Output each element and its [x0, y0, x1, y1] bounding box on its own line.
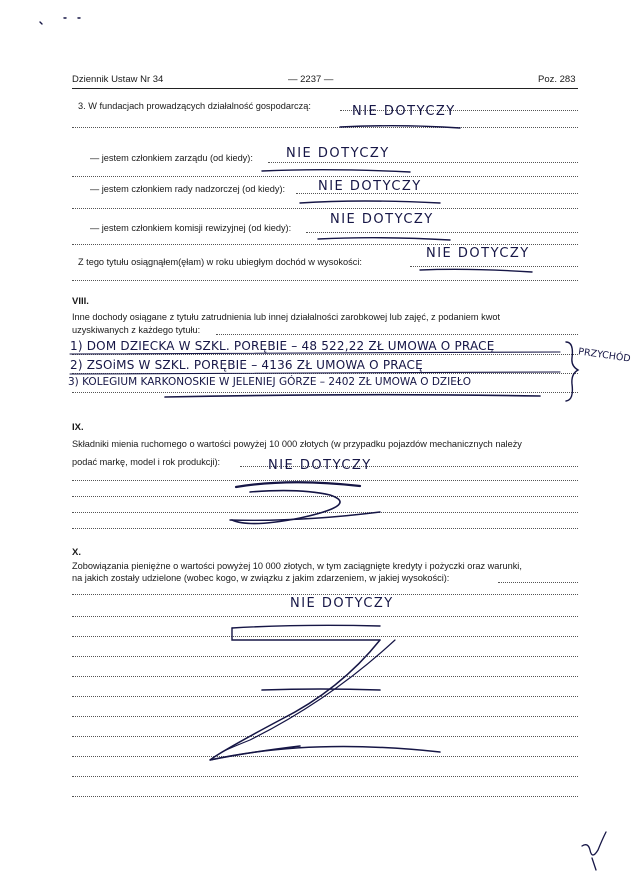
- cross-out-stroke: [236, 482, 360, 487]
- dotted-line: [72, 480, 578, 481]
- dotted-line: [72, 796, 578, 797]
- handwritten-answer: NIE DOTYCZY: [330, 212, 434, 227]
- header-rule: [72, 88, 578, 89]
- income-entry: 2) ZSOiMS W SZKL. PORĘBIE – 4136 ZŁ UMOWA O PRACĘ: [70, 358, 423, 372]
- dotted-line: [72, 636, 578, 637]
- income-label: Z tego tytułu osiągnąłem(ęłam) w roku ubiegłym dochód w wysokości:: [78, 257, 362, 267]
- dotted-line: [72, 127, 578, 128]
- section-text: Zobowiązania pieniężne o wartości powyżej 10 000 złotych, w tym zaciągnięte kredyty i pożyczki oraz warunki,: [72, 561, 522, 571]
- dotted-line: [72, 512, 578, 513]
- handwritten-answer: NIE DOTYCZY: [352, 104, 456, 119]
- entry-underline: [165, 395, 540, 397]
- position-number: Poz. 283: [538, 74, 576, 85]
- dotted-line: [72, 244, 578, 245]
- dotted-line: [72, 373, 578, 374]
- dotted-line: [268, 162, 578, 163]
- dotted-line: [72, 656, 578, 657]
- dotted-line: [72, 528, 578, 529]
- section-text: na jakich zostały udzielone (wobec kogo, w związku z jakim zdarzeniem, w jakiej wysokości):: [72, 573, 450, 583]
- dotted-line: [72, 736, 578, 737]
- cross-out-stroke: [262, 689, 380, 690]
- answer-underline: [300, 201, 440, 203]
- cross-out-stroke: [230, 512, 380, 520]
- handwritten-answer: NIE DOTYCZY: [286, 146, 390, 161]
- dotted-line: [72, 594, 578, 595]
- handwritten-answer: NIE DOTYCZY: [426, 246, 530, 261]
- board-member-label: — jestem członkiem zarządu (od kiedy):: [90, 153, 253, 163]
- dotted-line: [306, 232, 578, 233]
- section-text: Inne dochody osiągane z tytułu zatrudnienia lub innej działalności zarobkowej lub zajęć, z podaniem kwot: [72, 312, 500, 322]
- handwritten-answer: NIE DOTYCZY: [290, 596, 394, 611]
- dotted-line: [498, 582, 578, 583]
- dotted-line: [72, 280, 578, 281]
- answer-underline: [420, 269, 532, 272]
- handwritten-answer: NIE DOTYCZY: [318, 179, 422, 194]
- page-number: — 2237 —: [288, 74, 334, 85]
- section-text: podać markę, model i rok produkcji):: [72, 457, 221, 467]
- cross-out-stroke: [232, 625, 380, 628]
- dotted-line: [72, 616, 578, 617]
- journal-title: Dziennik Ustaw Nr 34: [72, 74, 164, 85]
- answer-underline: [318, 238, 450, 240]
- dotted-line: [72, 354, 578, 355]
- dotted-line: [72, 716, 578, 717]
- dotted-line: [72, 756, 578, 757]
- section-title: IX.: [72, 422, 84, 433]
- foundations-intro: 3. W fundacjach prowadzących działalność gospodarczą:: [78, 101, 311, 111]
- income-entry: 1) DOM DZIECKA W SZKL. PORĘBIE – 48 522,22 ZŁ UMOWA O PRACĘ: [70, 339, 495, 353]
- dotted-line: [72, 496, 578, 497]
- side-note: PRZYCHÓD: [577, 346, 631, 365]
- dotted-line: [72, 676, 578, 677]
- income-entry: 3) KOLEGIUM KARKONOSKIE W JELENIEJ GÓRZE – 2402 ZŁ UMOWA O DZIEŁO: [68, 376, 471, 388]
- dotted-line: [72, 392, 578, 393]
- answer-underline: [262, 170, 410, 172]
- dotted-line: [72, 176, 578, 177]
- cross-out-stroke: [232, 628, 380, 640]
- section-text: uzyskiwanych z każdego tytułu:: [72, 325, 201, 335]
- dotted-line: [216, 334, 578, 335]
- section-title: X.: [72, 547, 81, 558]
- cross-out-stroke: [210, 640, 380, 760]
- dotted-line: [72, 208, 578, 209]
- initials-mark: [582, 832, 606, 855]
- initials-mark: [592, 858, 596, 870]
- dotted-line: [410, 266, 578, 267]
- dotted-line: [72, 696, 578, 697]
- dotted-line: [72, 776, 578, 777]
- section-title: VIII.: [72, 296, 89, 307]
- supervisory-board-label: — jestem członkiem rady nadzorczej (od kiedy):: [90, 184, 286, 194]
- cross-out-stroke: [210, 747, 440, 760]
- section-text: Składniki mienia ruchomego o wartości powyżej 10 000 złotych (w przypadku pojazdów mechanicznych należy: [72, 439, 522, 449]
- stray-mark: [40, 22, 42, 24]
- handwritten-answer: NIE DOTYCZY: [268, 458, 372, 473]
- audit-committee-label: — jestem członkiem komisji rewizyjnej (od kiedy):: [90, 223, 292, 233]
